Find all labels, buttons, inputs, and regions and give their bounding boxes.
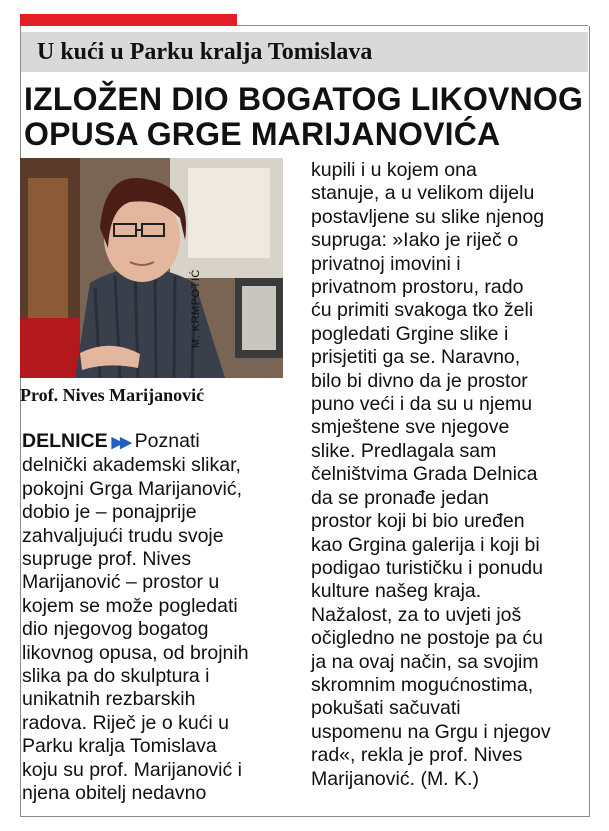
headline — [24, 82, 584, 152]
article-line: očigledno ne postoje pa ću — [311, 627, 544, 650]
article-line: slike. Predlagala sam — [311, 439, 497, 462]
article-line: kao Grgina galerija i koji bi — [311, 533, 540, 556]
article-line: ću primiti svakoga tko želi — [311, 299, 534, 322]
photo-credit — [190, 158, 302, 378]
article-line: dio njegovog bogatog — [22, 618, 209, 641]
article-line: čelništvima Grada Delnica — [311, 463, 538, 486]
article-line: stanuje, a u velikom dijelu — [311, 182, 535, 205]
article-line: zahvaljujući trudu svoje — [22, 524, 224, 547]
kicker-bar: U kući u Parku kralja Tomislava — [21, 32, 588, 72]
article-line: postavljene su slike njenog — [311, 205, 545, 228]
article-column-right — [311, 159, 588, 791]
article-line: koju su prof. Marijanović i — [22, 758, 243, 781]
article-line: Nažalost, za to uvjeti još — [311, 603, 522, 626]
dateline-arrow-icon: ▶▶ — [111, 434, 129, 451]
article-line: prisjetiti ga se. Naravno, — [311, 346, 521, 369]
article-column-left — [22, 430, 284, 806]
headline-line-1: IZLOŽEN DIO BOGATOG LIKOVNOG — [24, 81, 584, 117]
photo-caption: Prof. Nives Marijanović — [20, 385, 205, 405]
article-line: podigao turističku i ponudu — [311, 556, 543, 579]
article-line: smještene sve njegove — [311, 416, 510, 439]
dateline: DELNICE — [22, 430, 108, 452]
photo-credit-text: M. KRMPOTIĆ — [190, 269, 202, 348]
article-line: unikatnih rezbarskih — [22, 688, 196, 711]
article-line: da se pronađe jedan — [311, 486, 489, 509]
article-line: Marijanović – prostor u — [22, 571, 220, 594]
headline-line-2: OPUSA GRGE MARIJANOVIĆA — [24, 116, 501, 152]
article-line: Marijanović. (M. K.) — [311, 767, 479, 790]
portrait-photo — [20, 158, 283, 378]
article-first-line — [22, 430, 284, 454]
article-line: privatnom prostoru, rado — [311, 276, 524, 299]
article-line: delnički akademski slikar, — [22, 454, 241, 477]
article-line: dobio je – ponajprije — [22, 501, 197, 524]
article-line: uspomenu na Grgu i njegov — [311, 720, 551, 743]
article-line: supruga: »Iako je riječ o — [311, 229, 519, 252]
top-accent-bar — [20, 14, 237, 26]
portrait-illustration — [20, 158, 283, 378]
article-line: rad«, rekla je prof. Nives — [311, 744, 523, 767]
article-line: supruge prof. Nives — [22, 548, 192, 571]
article-line: kulture našeg kraja. — [311, 580, 482, 603]
article-line: radova. Riječ je o kući u — [22, 711, 230, 734]
article-line: pokušati sačuvati — [311, 697, 461, 720]
article-line: ja na ovaj način, sa svojim — [311, 650, 539, 673]
article-line: puno veći i da su u njemu — [311, 393, 533, 416]
article-line: Parku kralja Tomislava — [22, 735, 217, 758]
article-line: prostor koji bi bio uređen — [311, 510, 525, 533]
article-line: skromnim mogućnostima, — [311, 673, 534, 696]
article-line: likovnog opusa, od brojnih — [22, 641, 249, 664]
article-line: kupili i u kojem ona — [311, 159, 477, 181]
article-line: kojem se može pogledati — [22, 594, 238, 617]
article-line: njena obitelj nedavno — [22, 782, 207, 805]
article-first-line-rest: Poznati — [134, 430, 200, 452]
article-line: privatnoj imovini i — [311, 252, 461, 275]
article-line: bilo bi divno da je prostor — [311, 369, 528, 392]
article-line: pokojni Grga Marijanović, — [22, 477, 243, 500]
article-line: pogledati Grgine slike i — [311, 322, 509, 345]
article-line: slika pa do skulptura i — [22, 665, 210, 688]
